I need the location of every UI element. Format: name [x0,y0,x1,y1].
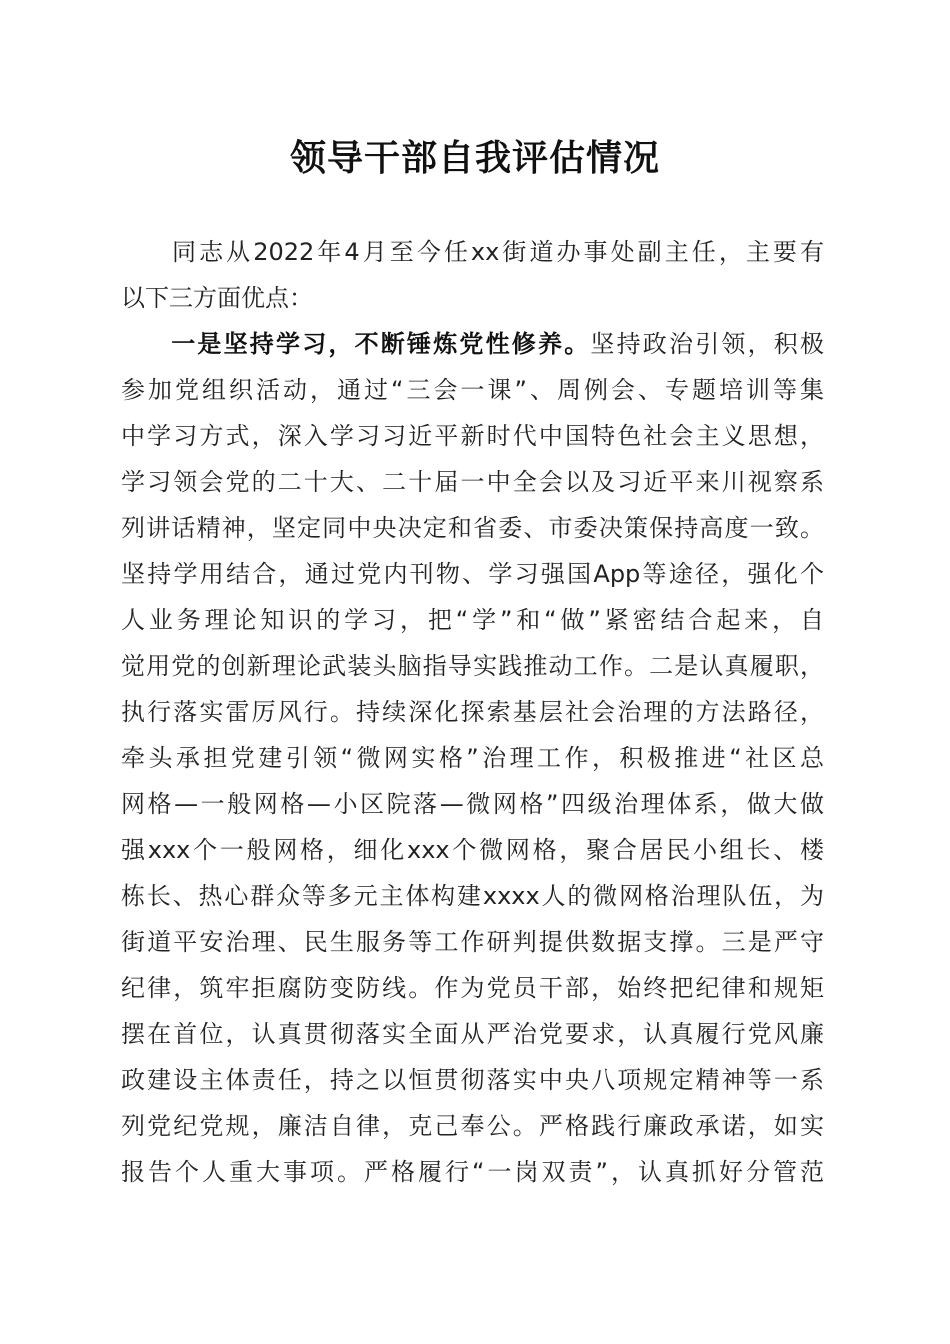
paragraph-line [121,1149,824,1195]
body-text: 人业务理论知识的学习，把“学”和“做”紧密结合起来，自 [121,606,824,634]
body-text: 同志从2022年4月至今任xx街道办事处副主任，主要有 [169,238,824,266]
paragraph-line [121,873,824,919]
body-text: 摆在首位，认真贯彻落实全面从严治党要求，认真履行党风廉 [121,1020,824,1048]
paragraph-line [121,505,824,551]
body-text: 执行落实雷厉风行。持续深化探索基层社会治理的方法路径， [121,698,824,726]
body-text: 牵头承担党建引领“微网实格”治理工作，积极推进“社区总 [121,744,824,772]
body-text: 栋长、热心群众等多元主体构建xxxx人的微网格治理队伍，为 [121,882,824,910]
body-text: 觉用党的创新理论武装头脑指导实践推动工作。二是认真履职， [121,652,824,680]
paragraph-line [121,551,824,597]
paragraph-line [121,367,824,413]
paragraph-line [121,689,824,735]
body-text: 参加党组织活动，通过“三会一课”、周例会、专题培训等集 [121,376,824,404]
body-text: 政建设主体责任，持之以恒贯彻落实中央八项规定精神等一系 [121,1066,824,1094]
paragraph-line [121,229,824,275]
body-text: 网格—一般网格—小区院落—微网格”四级治理体系，做大做 [121,790,824,818]
body-text: 坚持学用结合，通过党内刊物、学习强国App等途径，强化个 [121,560,824,588]
paragraph-line [121,597,824,643]
paragraph-line [121,275,824,321]
paragraph-line [121,643,824,689]
document-title: 领导干部自我评估情况 [289,137,660,179]
body-text: 街道平安治理、民生服务等工作研判提供数据支撑。三是严守 [121,928,824,956]
body-text: 学习领会党的二十大、二十届一中全会以及习近平来川视察系 [121,468,824,496]
point-heading: 一是坚持学习，不断锤炼党性修养。 [169,330,591,358]
paragraph-line [121,827,824,873]
body-text: 坚持政治引领，积极 [590,330,825,358]
paragraph-line [121,1103,824,1149]
paragraph-line [121,965,824,1011]
body-text: 列党纪党规，廉洁自律，克己奉公。严格践行廉政承诺，如实 [121,1112,824,1140]
paragraph-line [121,919,824,965]
document-body [121,229,824,1195]
body-text: 强xxx个一般网格，细化xxx个微网格，聚合居民小组长、楼 [121,836,824,864]
paragraph-line [121,1011,824,1057]
paragraph-line [121,735,824,781]
body-text: 以下三方面优点： [121,284,313,312]
paragraph-line [121,459,824,505]
paragraph-line [121,413,824,459]
body-text: 中学习方式，深入学习习近平新时代中国特色社会主义思想， [121,422,824,450]
paragraph-line [121,1057,824,1103]
paragraph-line [121,781,824,827]
body-text: 报告个人重大事项。严格履行“一岗双责”，认真抓好分管范 [121,1158,824,1186]
body-text: 列讲话精神，坚定同中央决定和省委、市委决策保持高度一致。 [121,514,824,542]
paragraph-line [121,321,824,367]
body-text: 纪律，筑牢拒腐防变防线。作为党员干部，始终把纪律和规矩 [121,974,824,1002]
